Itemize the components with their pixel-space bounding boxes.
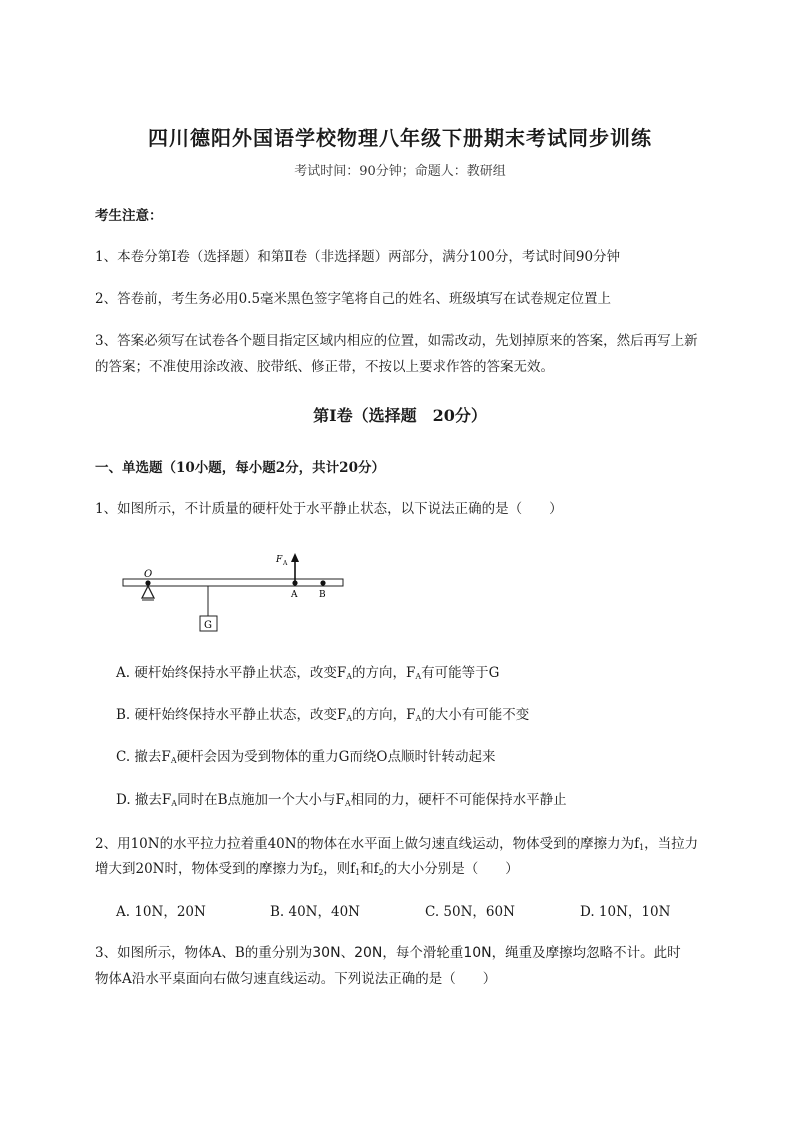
question-1-option-a[interactable]: A. 硬杆始终保持水平静止状态，改变$F_A$的方向，$F_A$有可能等于G: [116, 665, 500, 681]
section-title: 第I卷（选择题 20分）: [313, 406, 487, 425]
point-a: [292, 580, 297, 585]
question-2-line-1: 2、用10N的水平拉力拉着重40N的物体在水平面上做匀速直线运动，物体受到的摩擦力为$f_1$，当拉力: [95, 836, 699, 852]
question-1-option-b[interactable]: B. 硬杆始终保持水平静止状态，改变$F_A$的方向，$F_A$的大小有可能不变: [116, 707, 530, 723]
question-2-line-2: 增大到20N时，物体受到的摩擦力为$f_2$，则$f_1$和$f_2$的大小分别是（ ）: [95, 861, 519, 877]
notice-item-3-line-1: 3、答案必须写在试卷各个题目指定区域内相应的位置，如需改动，先划掉原来的答案，然后再写上新: [95, 333, 698, 349]
question-2-option-d[interactable]: D. 10N，10N: [580, 904, 671, 920]
page-subtitle: 考试时间：90分钟；命题人：教研组: [294, 164, 506, 179]
lever-diagram: [118, 548, 350, 634]
notice-item-2: 2、答卷前，考生务必用0.5毫米黑色签字笔将自己的姓名、班级填写在试卷规定位置上: [95, 291, 612, 307]
question-3-line-2: 物体A沿水平桌面向右做匀速直线运动。下列说法正确的是（ ）: [95, 971, 497, 987]
notice-heading: 考生注意：: [95, 208, 163, 224]
question-2-option-a[interactable]: A. 10N，20N: [116, 904, 206, 920]
lever-bar: [123, 579, 343, 586]
question-1-option-d[interactable]: D. 撤去$F_A$同时在B点施加一个大小与$F_A$相同的力，硬杆不可能保持水平静止: [116, 792, 567, 808]
notice-item-3-line-2: 的答案；不准使用涂改液、胶带纸、修正带，不按以上要求作答的答案无效。: [95, 359, 554, 375]
point-b: [320, 580, 325, 585]
label-g: G: [204, 620, 212, 631]
label-fa: F: [276, 555, 283, 565]
label-o: O: [144, 569, 153, 580]
fulcrum-triangle: [142, 586, 154, 598]
question-1-stem: 1、如图所示，不计质量的硬杆处于水平静止状态，以下说法正确的是（ ）: [95, 501, 563, 517]
question-2-option-c[interactable]: C. 50N，60N: [425, 904, 515, 920]
label-b: B: [319, 590, 326, 600]
label-a: A: [291, 590, 298, 600]
question-2-option-b[interactable]: B. 40N，40N: [270, 904, 360, 920]
question-1-option-c[interactable]: C. 撤去$F_A$硬杆会因为受到物体的重力G而绕O点顺时针转动起来: [116, 749, 496, 765]
force-arrow-head: [291, 553, 299, 562]
notice-item-1: 1、本卷分第I卷（选择题）和第Ⅱ卷（非选择题）两部分，满分100分，考试时间90分钟: [95, 249, 621, 265]
label-fa-sub: A: [283, 560, 288, 567]
part-heading: 一、单选题（10小题，每小题2分，共计20分）: [95, 460, 385, 476]
page-title: 四川德阳外国语学校物理八年级下册期末考试同步训练: [148, 126, 652, 150]
question-3-line-1: 3、如图所示，物体A、B的重分别为30N、20N，每个滑轮重10N，绳重及摩擦均忽略不计。此时: [95, 945, 681, 961]
